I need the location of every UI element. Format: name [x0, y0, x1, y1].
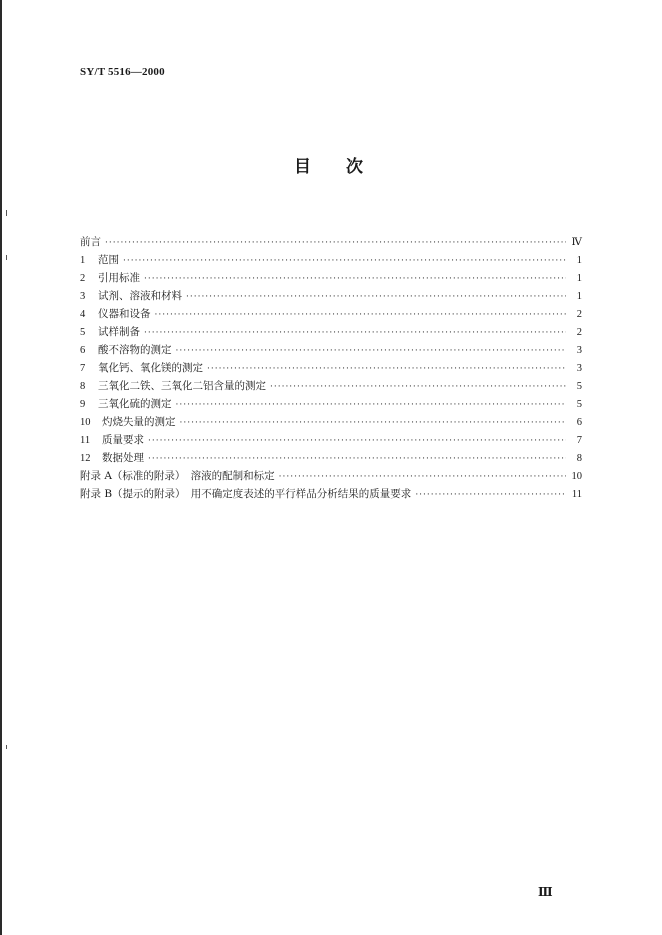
- toc-entry-label: 附录 B（提示的附录） 用不确定度表述的平行样品分析结果的质量要求: [80, 488, 412, 500]
- toc-entry-7[interactable]: [80, 359, 582, 377]
- leader-dots: [144, 270, 566, 288]
- toc-entry-label: 附录 A（标准的附录） 溶液的配制和标定: [80, 470, 275, 482]
- toc-entry-number: 5: [80, 327, 86, 338]
- toc-entry-foreword[interactable]: [80, 233, 582, 251]
- toc-entry-11[interactable]: [80, 431, 582, 449]
- toc-entry-page: 5: [576, 381, 582, 392]
- toc-entry-1[interactable]: [80, 251, 582, 269]
- toc-entry-number: 8: [80, 381, 86, 392]
- toc-entry-page: 3: [576, 363, 582, 374]
- toc-entry-number: 9: [80, 399, 86, 410]
- toc-entry-2[interactable]: [80, 269, 582, 287]
- toc-entry-number: 2: [80, 273, 86, 284]
- leader-dots: [176, 342, 567, 360]
- leader-dots: [123, 252, 566, 270]
- toc-entry-label: 数据处理: [102, 452, 144, 464]
- page-number: Ⅲ: [538, 885, 553, 899]
- leader-dots: [148, 450, 566, 468]
- leader-dots: [186, 288, 566, 306]
- toc-entry-page: Ⅳ: [571, 237, 582, 248]
- toc-entry-page: 2: [576, 327, 582, 338]
- toc-entry-10[interactable]: [80, 413, 582, 431]
- toc-entry-page: 1: [576, 255, 582, 266]
- toc-entry-8[interactable]: [80, 377, 582, 395]
- toc-entry-number: 1: [80, 255, 86, 266]
- leader-dots: [180, 414, 567, 432]
- toc-entry-label: 范围: [98, 254, 119, 266]
- toc-entry-number: 6: [80, 345, 86, 356]
- toc-entry-12[interactable]: [80, 449, 582, 467]
- leader-dots: [415, 486, 566, 504]
- toc-entry-label: 三氧化硫的测定: [98, 398, 172, 410]
- toc-entry-label: 酸不溶物的测定: [98, 344, 172, 356]
- toc-entry-number: 7: [80, 363, 86, 374]
- toc-entry-label: 质量要求: [102, 434, 144, 446]
- toc-entry-5[interactable]: [80, 323, 582, 341]
- toc-entry-number: 4: [80, 309, 86, 320]
- scan-mark: [6, 210, 7, 216]
- toc-entry-number: 12: [80, 453, 91, 464]
- leader-dots: [105, 234, 566, 252]
- toc-entry-appendix-a[interactable]: [80, 467, 582, 485]
- toc-entry-page: 6: [576, 417, 582, 428]
- toc-entry-page: 1: [576, 291, 582, 302]
- toc-entry-3[interactable]: [80, 287, 582, 305]
- toc-entry-number: 3: [80, 291, 86, 302]
- document-code: SY/T 5516—2000: [80, 66, 165, 78]
- toc-entry-page: 5: [576, 399, 582, 410]
- leader-dots: [207, 360, 566, 378]
- scan-mark: [6, 255, 7, 260]
- toc-entry-label: 三氧化二铁、三氧化二铝含量的测定: [98, 380, 266, 392]
- toc-entry-page: 7: [576, 435, 582, 446]
- toc-entry-page: 2: [576, 309, 582, 320]
- toc-entry-label: 试剂、溶液和材料: [98, 290, 182, 302]
- toc-entry-page: 8: [576, 453, 582, 464]
- toc-entry-label: 试样制备: [98, 326, 140, 338]
- toc-entry-6[interactable]: [80, 341, 582, 359]
- toc-list: [80, 233, 582, 503]
- toc-entry-label: 前言: [80, 236, 101, 248]
- toc-entry-label: 灼烧失量的测定: [102, 416, 176, 428]
- leader-dots: [144, 324, 566, 342]
- toc-entry-number: 10: [80, 417, 91, 428]
- toc-entry-appendix-b[interactable]: [80, 485, 582, 503]
- scan-mark: [6, 745, 7, 749]
- toc-entry-number: 11: [80, 435, 91, 446]
- scan-edge: [0, 0, 2, 935]
- toc-entry-page: 3: [576, 345, 582, 356]
- toc-entry-9[interactable]: [80, 395, 582, 413]
- leader-dots: [155, 306, 567, 324]
- leader-dots: [270, 378, 566, 396]
- toc-title-char: 次: [346, 157, 363, 177]
- leader-dots: [148, 432, 566, 450]
- toc-title-char: 目: [294, 157, 311, 177]
- toc-entry-page: 1: [576, 273, 582, 284]
- toc-entry-4[interactable]: [80, 305, 582, 323]
- leader-dots: [176, 396, 567, 414]
- toc-entry-page: 10: [571, 471, 582, 482]
- leader-dots: [279, 468, 566, 486]
- toc-entry-page: 11: [571, 489, 582, 500]
- toc-entry-label: 仪器和设备: [98, 308, 151, 320]
- toc-entry-label: 氧化钙、氧化镁的测定: [98, 362, 203, 374]
- toc-entry-label: 引用标准: [98, 272, 140, 284]
